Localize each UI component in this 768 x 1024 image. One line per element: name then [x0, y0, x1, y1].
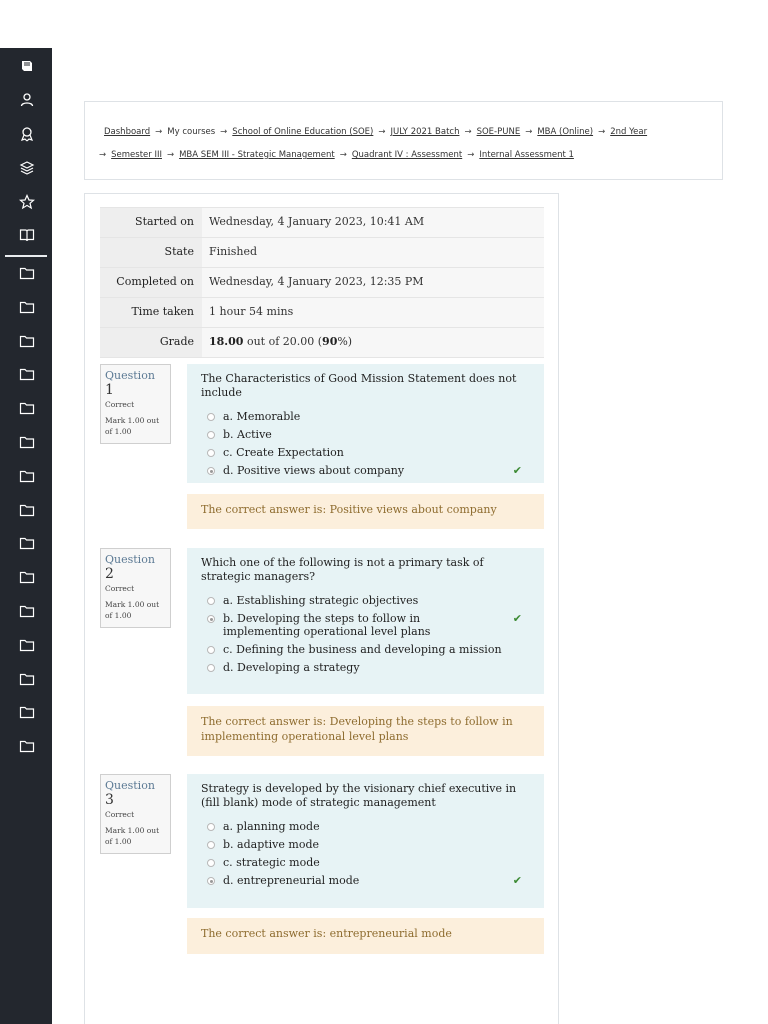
arrow-right-icon: → [464, 127, 472, 137]
breadcrumb-my-courses: My courses [167, 127, 216, 137]
question-mark: Mark 1.00 out of 1.00 [105, 416, 160, 436]
radio-button[interactable] [207, 413, 215, 421]
folder-icon[interactable] [18, 704, 36, 720]
breadcrumb-dashboard[interactable]: Dashboard [104, 127, 151, 137]
question-number: Question 3 [105, 779, 155, 808]
answer-option[interactable]: d. Positive views about company ✔ [201, 464, 530, 477]
summary-row-grade [100, 328, 544, 358]
question-mark: Mark 1.00 out of 1.00 [105, 826, 160, 846]
question-info-3 [100, 774, 171, 854]
radio-button[interactable] [207, 449, 215, 457]
arrow-right-icon: → [467, 150, 475, 160]
arrow-right-icon: → [378, 127, 386, 137]
answer-option[interactable]: a. Establishing strategic objectives [201, 594, 530, 607]
breadcrumb [84, 101, 723, 180]
answer-option[interactable]: a. planning mode [201, 820, 530, 833]
check-icon: ✔ [512, 874, 522, 887]
breadcrumb-semester[interactable]: Semester III [111, 150, 162, 160]
summary-label: Time taken [100, 298, 202, 327]
arrow-right-icon: → [155, 127, 163, 137]
summary-value [202, 328, 544, 357]
book-icon[interactable] [18, 58, 36, 74]
breadcrumb-year[interactable]: 2nd Year [610, 127, 648, 137]
folder-icon[interactable] [18, 299, 36, 315]
breadcrumb-batch[interactable]: JULY 2021 Batch [390, 127, 460, 137]
answer-option[interactable]: b. Active [201, 428, 530, 441]
sidebar-divider [5, 255, 47, 257]
folder-icon[interactable] [18, 468, 36, 484]
breadcrumb-course[interactable]: MBA SEM III - Strategic Management [179, 150, 335, 160]
summary-label: Grade [100, 328, 202, 357]
folder-icon[interactable] [18, 434, 36, 450]
question-info-2 [100, 548, 171, 628]
open-book-icon[interactable] [18, 227, 36, 243]
question-number: Question 2 [105, 553, 155, 582]
folder-icon[interactable] [18, 400, 36, 416]
breadcrumb-school[interactable]: School of Online Education (SOE) [232, 127, 374, 137]
answer-option[interactable]: c. Create Expectation [201, 446, 530, 459]
folder-icon[interactable] [18, 738, 36, 754]
feedback-1: The correct answer is: Positive views about company [187, 494, 544, 529]
breadcrumb-line-2 [99, 150, 574, 160]
summary-value: Wednesday, 4 January 2023, 12:35 PM [202, 268, 544, 297]
left-sidebar [0, 48, 52, 1024]
arrow-right-icon: → [598, 127, 606, 137]
folder-icon[interactable] [18, 671, 36, 687]
breadcrumb-assessment[interactable]: Internal Assessment 1 [479, 150, 574, 160]
radio-button[interactable] [207, 823, 215, 831]
arrow-right-icon: → [166, 150, 175, 160]
radio-button[interactable] [207, 597, 215, 605]
radio-button-selected[interactable] [207, 615, 215, 623]
summary-value: Wednesday, 4 January 2023, 10:41 AM [202, 208, 544, 237]
answer-option[interactable]: d. Developing a strategy [201, 661, 530, 674]
question-info-1 [100, 364, 171, 444]
folder-icon[interactable] [18, 366, 36, 382]
arrow-right-icon: → [220, 127, 228, 137]
breadcrumb-quadrant[interactable]: Quadrant IV : Assessment [351, 150, 463, 160]
radio-button[interactable] [207, 859, 215, 867]
radio-button[interactable] [207, 646, 215, 654]
folder-icon[interactable] [18, 603, 36, 619]
summary-label: Started on [100, 208, 202, 237]
breadcrumb-line-1 [104, 127, 647, 137]
question-state: Correct [105, 400, 135, 409]
answer-option[interactable]: c. strategic mode [201, 856, 530, 869]
folder-icon[interactable] [18, 333, 36, 349]
radio-button-selected[interactable] [207, 877, 215, 885]
question-text: Which one of the following is not a primary task of strategic managers? [201, 556, 484, 583]
radio-button[interactable] [207, 664, 215, 672]
question-number: Question 1 [105, 369, 155, 398]
check-icon: ✔ [512, 464, 522, 477]
summary-label: State [100, 238, 202, 267]
check-icon: ✔ [512, 612, 522, 625]
layers-icon[interactable] [18, 160, 36, 176]
grade-score: 18.00 [209, 335, 244, 348]
answer-option[interactable]: c. Defining the business and developing a mission [201, 643, 530, 656]
badge-icon[interactable] [18, 126, 36, 142]
radio-button[interactable] [207, 431, 215, 439]
answer-option[interactable]: d. entrepreneurial mode ✔ [201, 874, 530, 887]
radio-button[interactable] [207, 841, 215, 849]
folder-icon[interactable] [18, 502, 36, 518]
feedback-2: The correct answer is: Developing the steps to follow in implementing operational level plans [187, 706, 544, 756]
summary-row-state [100, 238, 544, 268]
summary-row-started [100, 207, 544, 238]
question-content-2 [187, 548, 544, 694]
grade-end: %) [337, 335, 353, 348]
folder-icon[interactable] [18, 637, 36, 653]
breadcrumb-program[interactable]: MBA (Online) [537, 127, 594, 137]
feedback-3: The correct answer is: entrepreneurial mode [187, 918, 544, 954]
user-icon[interactable] [18, 92, 36, 108]
question-mark: Mark 1.00 out of 1.00 [105, 600, 160, 620]
question-state: Correct [105, 810, 135, 819]
question-content-1 [187, 364, 544, 483]
question-text: The Characteristics of Good Mission Statement does not include [201, 372, 517, 399]
answer-option[interactable]: b. Developing the steps to follow in implementing operational level plans ✔ [201, 612, 530, 638]
answer-option[interactable]: b. adaptive mode [201, 838, 530, 851]
summary-label: Completed on [100, 268, 202, 297]
arrow-right-icon: → [339, 150, 347, 160]
answer-option[interactable]: a. Memorable [201, 410, 530, 423]
question-text: Strategy is developed by the visionary chief executive in (fill blank) mode of strategic management [201, 782, 517, 809]
question-content-3 [187, 774, 544, 908]
summary-value: 1 hour 54 mins [202, 298, 544, 327]
attempt-summary-table [100, 207, 544, 358]
arrow-right-icon: → [99, 150, 107, 160]
folder-icon[interactable] [18, 265, 36, 281]
radio-button-selected[interactable] [207, 467, 215, 475]
breadcrumb-campus[interactable]: SOE-PUNE [476, 127, 521, 137]
folder-icon[interactable] [18, 569, 36, 585]
folder-icon[interactable] [18, 535, 36, 551]
summary-row-time [100, 298, 544, 328]
summary-value: Finished [202, 238, 544, 267]
star-icon[interactable] [18, 194, 36, 210]
summary-row-completed [100, 268, 544, 298]
grade-percent: 90 [322, 335, 338, 348]
arrow-right-icon: → [525, 127, 533, 137]
question-state: Correct [105, 584, 135, 593]
grade-outof: out of 20.00 ( [243, 335, 323, 348]
